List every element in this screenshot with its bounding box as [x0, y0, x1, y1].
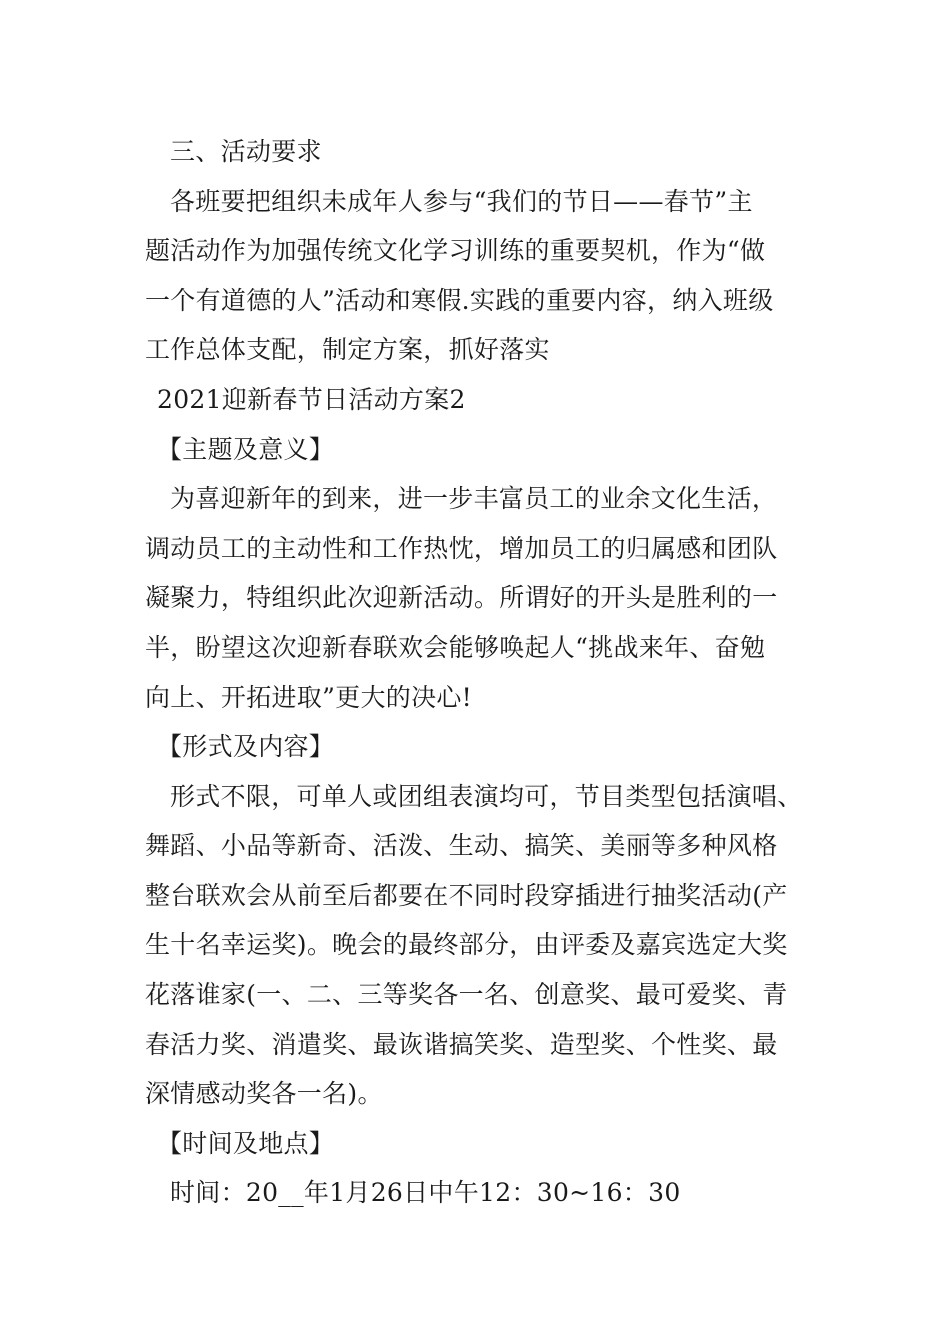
- paragraph-line: 为喜迎新年的到来，进一步丰富员工的业余文化生活，: [170, 484, 778, 513]
- paragraph-line: 形式不限，可单人或团组表演均可，节目类型包括演唱、: [170, 782, 803, 811]
- paragraph-line: 向上、开拓进取”更大的决心!: [145, 683, 473, 712]
- paragraph-line: 春活力奖、消遣奖、最诙谐搞笑奖、造型奖、个性奖、最: [145, 1030, 778, 1059]
- section-heading-requirements: 三、活动要求: [170, 137, 322, 166]
- section-heading-form: 【形式及内容】: [157, 732, 335, 761]
- paragraph-line: 整台联欢会从前至后都要在不同时段穿插进行抽奖活动(产: [145, 881, 788, 910]
- paragraph-line: 工作总体支配，制定方案，抓好落实: [145, 335, 550, 364]
- section-heading-theme: 【主题及意义】: [157, 435, 335, 464]
- paragraph-line: 生十名幸运奖)。晚会的最终部分，由评委及嘉宾选定大奖: [145, 930, 788, 959]
- paragraph-line: 各班要把组织未成年人参与“我们的节日——春节”主: [170, 187, 753, 216]
- paragraph-line: 凝聚力，特组织此次迎新活动。所谓好的开头是胜利的一: [145, 583, 778, 612]
- paragraph-line: 半，盼望这次迎新春联欢会能够唤起人“挑战来年、奋勉: [145, 633, 766, 662]
- time-line: 时间：20__年1月26日中午12：30~16：30: [170, 1178, 681, 1207]
- plan-title: 2021迎新春节日活动方案2: [157, 385, 466, 414]
- paragraph-line: 一个有道德的人”活动和寒假.实践的重要内容，纳入班级: [145, 286, 774, 315]
- paragraph-line: 题活动作为加强传统文化学习训练的重要契机，作为“做: [145, 236, 766, 265]
- paragraph-line: 调动员工的主动性和工作热忱，增加员工的归属感和团队: [145, 534, 778, 563]
- section-heading-time-place: 【时间及地点】: [157, 1129, 335, 1158]
- paragraph-line: 深情感动奖各一名)。: [145, 1079, 383, 1108]
- paragraph-line: 舞蹈、小品等新奇、活泼、生动、搞笑、美丽等多种风格: [145, 831, 778, 860]
- paragraph-line: 花落谁家(一、二、三等奖各一名、创意奖、最可爱奖、青: [145, 980, 788, 1009]
